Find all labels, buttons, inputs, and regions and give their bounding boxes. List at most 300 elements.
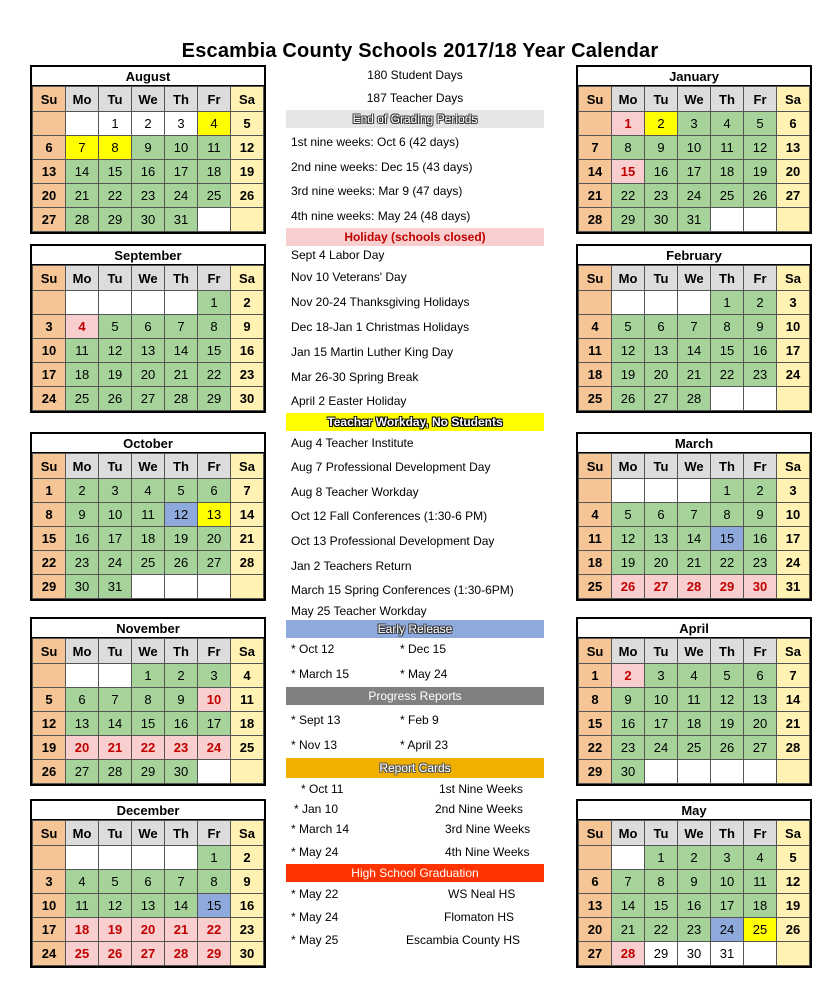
- day-cell: 20: [645, 551, 678, 575]
- day-cell: 11: [198, 136, 231, 160]
- day-cell: 30: [645, 208, 678, 232]
- day-cell: 13: [777, 136, 810, 160]
- weekday-header: Sa: [777, 87, 810, 112]
- weekday-header: Su: [33, 266, 66, 291]
- day-cell: 12: [744, 136, 777, 160]
- month-january: [576, 65, 812, 234]
- day-cell: 20: [777, 160, 810, 184]
- day-cell: 9: [612, 688, 645, 712]
- weekday-header: Mo: [612, 454, 645, 479]
- weekday-header: Su: [579, 87, 612, 112]
- workday-3: Aug 8 Teacher Workday: [291, 485, 419, 499]
- month-may: [576, 799, 812, 968]
- day-cell: 13: [645, 339, 678, 363]
- day-cell: 16: [231, 894, 264, 918]
- day-cell: 27: [579, 942, 612, 966]
- weekday-header: Fr: [744, 821, 777, 846]
- day-cell: 14: [678, 527, 711, 551]
- day-cell: 10: [198, 688, 231, 712]
- weekday-header: Tu: [99, 87, 132, 112]
- report-1a: * Oct 11: [301, 782, 344, 796]
- day-cell: 17: [165, 160, 198, 184]
- day-cell: 23: [132, 184, 165, 208]
- day-cell: 11: [711, 136, 744, 160]
- day-cell: 8: [198, 870, 231, 894]
- weekday-header: Fr: [744, 266, 777, 291]
- week-row: [579, 387, 810, 411]
- day-cell: 15: [99, 160, 132, 184]
- day-cell: 24: [777, 363, 810, 387]
- month-grid: [32, 453, 264, 599]
- week-row: [33, 160, 264, 184]
- holiday-header: Holiday (schools closed): [286, 228, 544, 246]
- day-cell: 16: [66, 527, 99, 551]
- day-cell: 2: [744, 479, 777, 503]
- day-cell: 11: [66, 894, 99, 918]
- day-cell: [33, 664, 66, 688]
- day-cell: 10: [165, 136, 198, 160]
- day-cell: [66, 112, 99, 136]
- day-cell: 28: [66, 208, 99, 232]
- day-cell: 21: [678, 363, 711, 387]
- day-cell: [579, 846, 612, 870]
- day-cell: 28: [231, 551, 264, 575]
- weekday-header: Sa: [231, 821, 264, 846]
- report-2b: 2nd Nine Weeks: [435, 802, 523, 816]
- day-cell: [231, 760, 264, 784]
- day-cell: 24: [777, 551, 810, 575]
- weekday-header: Sa: [231, 266, 264, 291]
- holiday-3: Nov 20-24 Thanksgiving Holidays: [291, 295, 470, 309]
- day-cell: 28: [165, 942, 198, 966]
- day-cell: [678, 291, 711, 315]
- grad-3b: Escambia County HS: [406, 933, 521, 947]
- day-cell: 25: [579, 387, 612, 411]
- day-cell: [711, 760, 744, 784]
- day-cell: 2: [132, 112, 165, 136]
- day-cell: 3: [777, 479, 810, 503]
- day-cell: 24: [165, 184, 198, 208]
- day-cell: 1: [645, 846, 678, 870]
- week-row: [579, 136, 810, 160]
- weekday-header: Th: [711, 821, 744, 846]
- weekday-header: Th: [711, 266, 744, 291]
- day-cell: 12: [231, 136, 264, 160]
- week-row: [33, 479, 264, 503]
- day-cell: 2: [66, 479, 99, 503]
- day-cell: 26: [711, 736, 744, 760]
- day-cell: 9: [132, 136, 165, 160]
- weekday-header: Tu: [645, 87, 678, 112]
- day-cell: 3: [33, 870, 66, 894]
- day-cell: 24: [198, 736, 231, 760]
- day-cell: 29: [132, 760, 165, 784]
- month-grid: [32, 86, 264, 232]
- day-cell: 18: [66, 918, 99, 942]
- day-cell: 9: [231, 870, 264, 894]
- day-cell: 6: [744, 664, 777, 688]
- day-cell: 24: [33, 942, 66, 966]
- day-cell: 2: [744, 291, 777, 315]
- day-cell: 31: [678, 208, 711, 232]
- day-cell: 9: [678, 870, 711, 894]
- day-cell: 29: [645, 942, 678, 966]
- day-cell: 16: [231, 339, 264, 363]
- day-cell: 9: [66, 503, 99, 527]
- day-cell: 17: [777, 527, 810, 551]
- week-row: [579, 688, 810, 712]
- workday-8: May 25 Teacher Workday: [291, 604, 427, 618]
- day-cell: [579, 291, 612, 315]
- weekday-header: We: [678, 639, 711, 664]
- weekday-header: We: [678, 266, 711, 291]
- day-cell: [198, 760, 231, 784]
- day-cell: 8: [132, 688, 165, 712]
- day-cell: 1: [132, 664, 165, 688]
- week-row: [579, 208, 810, 232]
- day-cell: [744, 208, 777, 232]
- day-cell: [777, 387, 810, 411]
- weekday-header: Mo: [66, 266, 99, 291]
- progress-1a: * Sept 13: [291, 713, 341, 727]
- day-cell: 11: [579, 527, 612, 551]
- week-row: [579, 112, 810, 136]
- day-cell: [165, 575, 198, 599]
- day-cell: 21: [612, 918, 645, 942]
- day-cell: 21: [66, 184, 99, 208]
- grad-2a: * May 24: [291, 910, 339, 924]
- grading-header: End of Grading Periods: [286, 110, 544, 128]
- weekday-header: Mo: [612, 87, 645, 112]
- week-row: [33, 387, 264, 411]
- day-cell: 22: [198, 363, 231, 387]
- day-cell: 23: [645, 184, 678, 208]
- week-row: [579, 736, 810, 760]
- day-cell: 29: [33, 575, 66, 599]
- grad-2b: Flomaton HS: [444, 910, 515, 924]
- day-cell: 14: [231, 503, 264, 527]
- day-cell: [198, 208, 231, 232]
- day-cell: 9: [165, 688, 198, 712]
- day-cell: 30: [678, 942, 711, 966]
- day-cell: [645, 760, 678, 784]
- weekday-header: Mo: [66, 87, 99, 112]
- day-cell: 12: [612, 527, 645, 551]
- day-cell: 16: [744, 339, 777, 363]
- weekday-header: Fr: [198, 639, 231, 664]
- week-row: [579, 363, 810, 387]
- day-cell: 15: [198, 339, 231, 363]
- day-cell: [165, 846, 198, 870]
- day-cell: 17: [711, 894, 744, 918]
- weekday-header: We: [678, 87, 711, 112]
- day-cell: 7: [165, 315, 198, 339]
- day-cell: 3: [33, 315, 66, 339]
- day-cell: 18: [744, 894, 777, 918]
- day-cell: 24: [33, 387, 66, 411]
- day-cell: 15: [612, 160, 645, 184]
- day-cell: 5: [744, 112, 777, 136]
- day-cell: 17: [678, 160, 711, 184]
- weekday-header: Sa: [777, 639, 810, 664]
- day-cell: 14: [66, 160, 99, 184]
- month-name: September: [32, 246, 264, 265]
- weekday-header: Tu: [99, 821, 132, 846]
- day-cell: 27: [645, 387, 678, 411]
- week-row: [33, 736, 264, 760]
- week-row: [579, 291, 810, 315]
- weekday-header: Sa: [777, 821, 810, 846]
- day-cell: 12: [711, 688, 744, 712]
- day-cell: 7: [99, 688, 132, 712]
- month-grid: [32, 265, 264, 411]
- day-cell: 30: [165, 760, 198, 784]
- day-cell: 16: [132, 160, 165, 184]
- day-cell: 22: [612, 184, 645, 208]
- day-cell: 4: [132, 479, 165, 503]
- day-cell: 5: [612, 503, 645, 527]
- day-cell: 23: [231, 363, 264, 387]
- day-cell: 12: [612, 339, 645, 363]
- day-cell: 8: [99, 136, 132, 160]
- weekday-header: Sa: [231, 454, 264, 479]
- day-cell: [231, 208, 264, 232]
- day-cell: 6: [645, 503, 678, 527]
- day-cell: 5: [777, 846, 810, 870]
- week-row: [579, 503, 810, 527]
- day-cell: [165, 291, 198, 315]
- day-cell: 4: [66, 870, 99, 894]
- day-cell: 19: [99, 363, 132, 387]
- day-cell: 18: [231, 712, 264, 736]
- day-cell: [678, 479, 711, 503]
- day-cell: 26: [612, 387, 645, 411]
- day-cell: 14: [678, 339, 711, 363]
- day-cell: 15: [711, 527, 744, 551]
- day-cell: 16: [645, 160, 678, 184]
- month-name: April: [578, 619, 810, 638]
- day-cell: 3: [99, 479, 132, 503]
- weekday-header: Tu: [645, 821, 678, 846]
- day-cell: 5: [33, 688, 66, 712]
- day-cell: 8: [33, 503, 66, 527]
- day-cell: 19: [612, 363, 645, 387]
- week-row: [579, 479, 810, 503]
- month-name: May: [578, 801, 810, 820]
- report-4b: 4th Nine Weeks: [445, 845, 530, 859]
- day-cell: [744, 387, 777, 411]
- page-title: Escambia County Schools 2017/18 Year Calendar: [181, 40, 659, 62]
- weekday-header: Th: [165, 821, 198, 846]
- day-cell: 6: [579, 870, 612, 894]
- day-cell: 25: [678, 736, 711, 760]
- holiday-6: Mar 26-30 Spring Break: [291, 370, 419, 384]
- day-cell: 17: [777, 339, 810, 363]
- day-cell: 14: [777, 688, 810, 712]
- day-cell: 18: [198, 160, 231, 184]
- day-cell: 21: [579, 184, 612, 208]
- weekday-header: Su: [579, 266, 612, 291]
- week-row: [33, 136, 264, 160]
- workday-7: March 15 Spring Conferences (1:30-6PM): [291, 583, 514, 597]
- day-cell: 10: [678, 136, 711, 160]
- week-row: [33, 363, 264, 387]
- month-name: November: [32, 619, 264, 638]
- day-cell: 16: [612, 712, 645, 736]
- day-cell: 15: [711, 339, 744, 363]
- day-cell: 15: [579, 712, 612, 736]
- day-cell: 4: [678, 664, 711, 688]
- day-cell: 2: [612, 664, 645, 688]
- day-cell: 19: [33, 736, 66, 760]
- day-cell: [645, 479, 678, 503]
- day-cell: 23: [744, 551, 777, 575]
- workday-header: Teacher Workday, No Students: [286, 413, 544, 431]
- day-cell: 23: [612, 736, 645, 760]
- weekday-header: Sa: [231, 87, 264, 112]
- day-cell: 4: [711, 112, 744, 136]
- day-cell: 11: [231, 688, 264, 712]
- day-cell: 22: [645, 918, 678, 942]
- workday-2: Aug 7 Professional Development Day: [291, 460, 491, 474]
- progress-header: Progress Reports: [286, 687, 544, 705]
- day-cell: 1: [579, 664, 612, 688]
- day-cell: 29: [198, 387, 231, 411]
- day-cell: 1: [612, 112, 645, 136]
- day-cell: [99, 664, 132, 688]
- week-row: [579, 664, 810, 688]
- day-cell: 8: [198, 315, 231, 339]
- day-cell: 30: [231, 942, 264, 966]
- day-cell: 25: [744, 918, 777, 942]
- day-cell: 1: [198, 291, 231, 315]
- day-cell: 3: [678, 112, 711, 136]
- progress-1b: * Feb 9: [400, 713, 439, 727]
- day-cell: 12: [99, 894, 132, 918]
- holiday-1: Sept 4 Labor Day: [291, 248, 385, 262]
- workday-6: Jan 2 Teachers Return: [291, 559, 412, 573]
- day-cell: 2: [165, 664, 198, 688]
- day-cell: 18: [711, 160, 744, 184]
- day-cell: 4: [66, 315, 99, 339]
- day-cell: [66, 664, 99, 688]
- day-cell: 13: [645, 527, 678, 551]
- week-row: [579, 551, 810, 575]
- month-grid: [578, 265, 810, 411]
- day-cell: [579, 479, 612, 503]
- week-row: [579, 339, 810, 363]
- day-cell: 25: [66, 387, 99, 411]
- day-cell: [579, 112, 612, 136]
- day-cell: [132, 291, 165, 315]
- week-row: [579, 870, 810, 894]
- day-cell: 16: [744, 527, 777, 551]
- day-cell: 23: [744, 363, 777, 387]
- weekday-header: We: [132, 266, 165, 291]
- day-cell: 22: [99, 184, 132, 208]
- day-cell: 5: [99, 315, 132, 339]
- legend-column: [286, 0, 544, 994]
- day-cell: 26: [612, 575, 645, 599]
- day-cell: [132, 846, 165, 870]
- day-cell: 4: [198, 112, 231, 136]
- weekday-header: Su: [33, 454, 66, 479]
- day-cell: 15: [33, 527, 66, 551]
- day-cell: 8: [645, 870, 678, 894]
- day-cell: 26: [165, 551, 198, 575]
- week-row: [33, 551, 264, 575]
- weekday-header: Th: [165, 639, 198, 664]
- day-cell: 26: [777, 918, 810, 942]
- day-cell: 28: [165, 387, 198, 411]
- day-cell: 10: [99, 503, 132, 527]
- day-cell: 18: [678, 712, 711, 736]
- day-cell: 24: [99, 551, 132, 575]
- day-cell: [777, 942, 810, 966]
- week-row: [33, 894, 264, 918]
- week-row: [33, 527, 264, 551]
- day-cell: 3: [645, 664, 678, 688]
- weekday-header: Mo: [66, 639, 99, 664]
- day-cell: 23: [165, 736, 198, 760]
- day-cell: 11: [132, 503, 165, 527]
- day-cell: 21: [99, 736, 132, 760]
- day-cell: 30: [66, 575, 99, 599]
- weekday-header: We: [132, 821, 165, 846]
- day-cell: 22: [579, 736, 612, 760]
- week-row: [579, 184, 810, 208]
- day-cell: 20: [132, 918, 165, 942]
- day-cell: 24: [678, 184, 711, 208]
- day-cell: [777, 208, 810, 232]
- month-october: [30, 432, 266, 601]
- weekday-header: Th: [165, 454, 198, 479]
- day-cell: 26: [33, 760, 66, 784]
- month-name: January: [578, 67, 810, 86]
- grading-1: 1st nine weeks: Oct 6 (42 days): [291, 135, 460, 149]
- day-cell: 27: [744, 736, 777, 760]
- day-cell: 28: [678, 575, 711, 599]
- month-name: August: [32, 67, 264, 86]
- day-cell: [711, 387, 744, 411]
- day-cell: 20: [198, 527, 231, 551]
- weekday-header: Th: [711, 87, 744, 112]
- day-cell: 18: [132, 527, 165, 551]
- early-2a: * March 15: [291, 667, 350, 681]
- day-cell: 28: [579, 208, 612, 232]
- day-cell: 10: [777, 503, 810, 527]
- weekday-header: Fr: [198, 821, 231, 846]
- day-cell: 19: [165, 527, 198, 551]
- day-cell: 29: [99, 208, 132, 232]
- day-cell: [678, 760, 711, 784]
- week-row: [33, 339, 264, 363]
- day-cell: 13: [579, 894, 612, 918]
- day-cell: [612, 479, 645, 503]
- day-cell: 22: [33, 551, 66, 575]
- day-cell: 10: [777, 315, 810, 339]
- day-cell: 30: [612, 760, 645, 784]
- weekday-header: We: [132, 87, 165, 112]
- week-row: [579, 894, 810, 918]
- weekday-header: Th: [711, 454, 744, 479]
- day-cell: 28: [678, 387, 711, 411]
- day-cell: 1: [198, 846, 231, 870]
- week-row: [579, 918, 810, 942]
- day-cell: [612, 846, 645, 870]
- week-row: [579, 760, 810, 784]
- day-cell: 25: [711, 184, 744, 208]
